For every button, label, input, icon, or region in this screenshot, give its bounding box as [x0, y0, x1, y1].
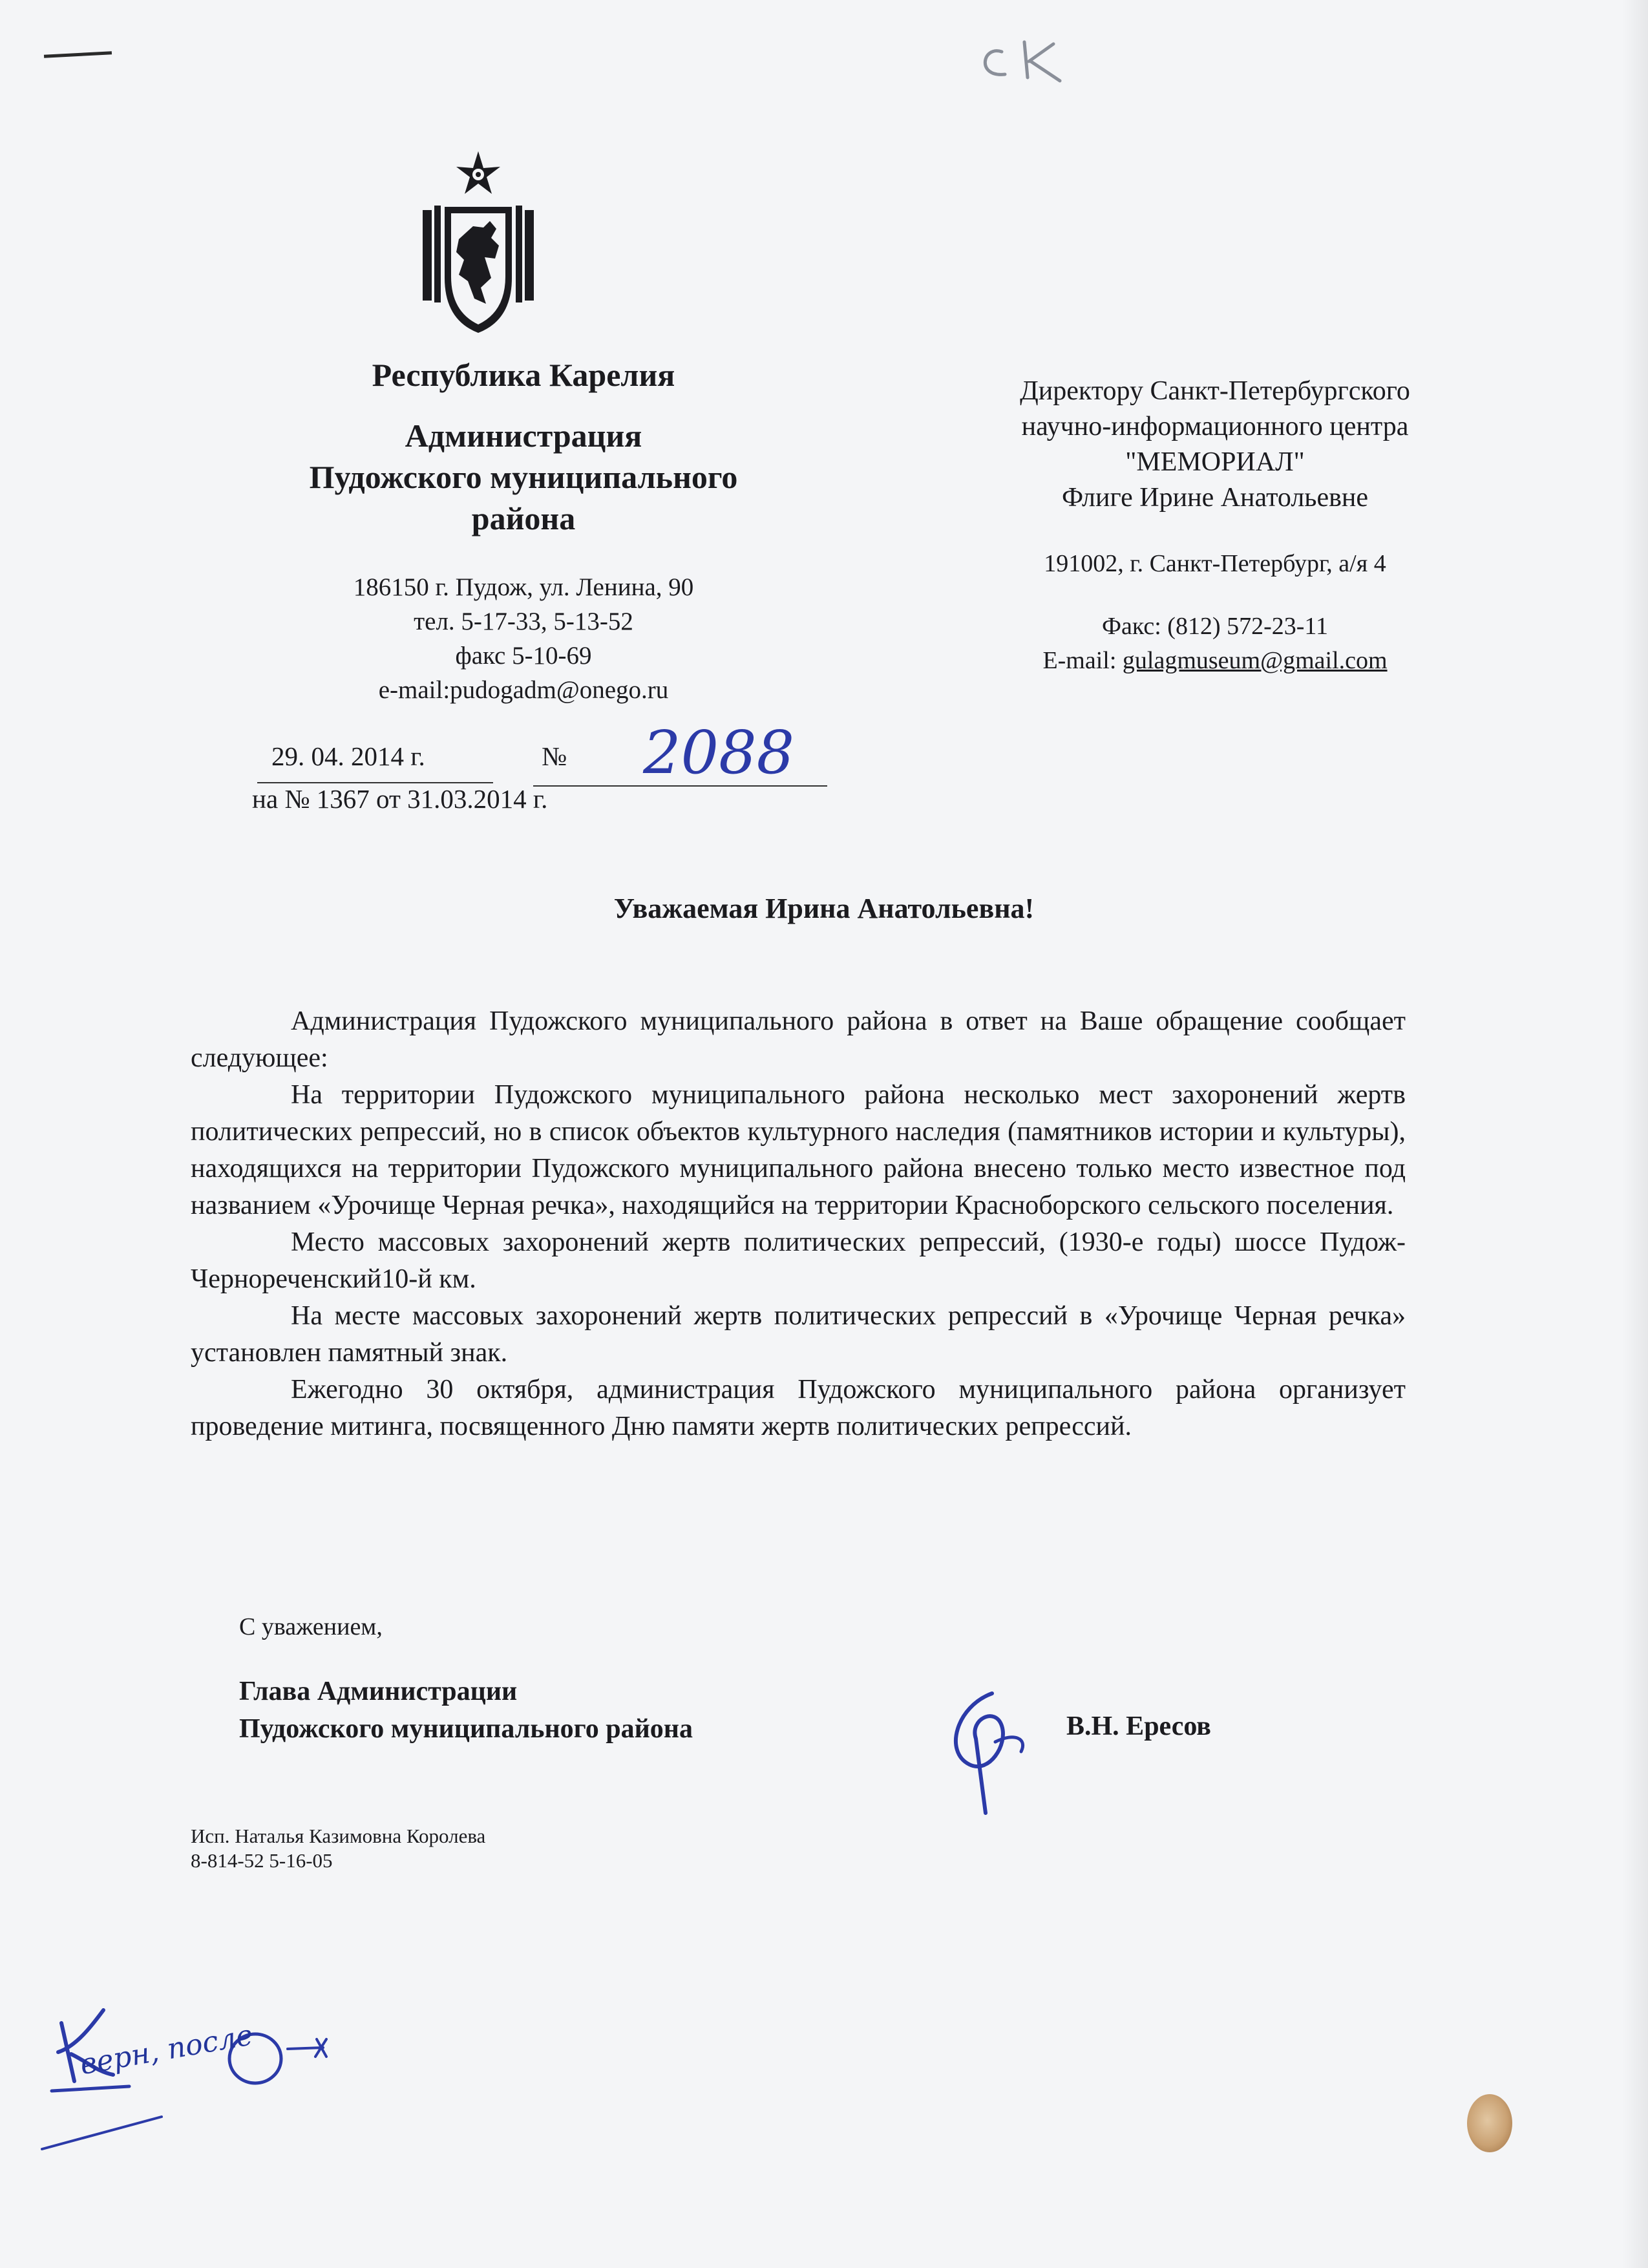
executor-phone: 8-814-52 5-16-05: [191, 1849, 333, 1872]
sender-fax: факс 5-10-69: [455, 642, 592, 670]
addressee-address: 191002, г. Санкт-Петербург, а/я 4: [1044, 550, 1386, 577]
sender-address: 186150 г. Пудож, ул. Ленина, 90: [353, 573, 694, 601]
signer-name: В.Н. Ересов: [1066, 1712, 1211, 1741]
letter-body: [191, 1003, 1406, 1445]
handwritten-number-text: 2088: [643, 718, 795, 787]
letter-date: 29. 04. 2014 г.: [271, 741, 425, 771]
executor-name: Исп. Наталья Казимовна Королева: [191, 1825, 486, 1847]
addressee-block: [892, 374, 1538, 678]
addressee-email-label: E-mail:: [1042, 647, 1123, 674]
handwritten-resolution-marks: [32, 1984, 343, 2172]
salutation: Уважаемая Ирина Анатольевна!: [613, 893, 1035, 924]
coat-of-arms-emblem: [414, 149, 543, 336]
addressee-line4: Флиге Ирине Анатольевне: [1061, 483, 1369, 513]
paper-stain: [1467, 2094, 1512, 2152]
body-paragraph: Администрация Пудожского муниципального района в ответ на Ваше обращение сообщает следующее:: [191, 1006, 1406, 1073]
addressee-line2: научно-информационного центра: [1021, 412, 1409, 441]
addressee-email-link[interactable]: gulagmuseum@gmail.com: [1122, 647, 1388, 674]
sender-email: e-mail:pudogadm@onego.ru: [378, 676, 669, 704]
handwritten-signature: [931, 1680, 1047, 1823]
signer-title-line1: Глава Администрации: [239, 1677, 518, 1706]
addressee-line1: Директору Санкт-Петербургского: [1020, 376, 1410, 406]
number-sign: №: [542, 741, 567, 771]
republic-name: Республика Карелия: [372, 357, 675, 393]
scan-edge-shadow: [1622, 0, 1648, 2268]
body-paragraph: Ежегодно 30 октября, администрация Пудожского муниципального района организует проведение митинга, посвященного Дню памяти жертв политических репрессий.: [191, 1375, 1406, 1441]
addressee-email-line: [892, 644, 1538, 678]
body-paragraph: На месте массовых захоронений жертв политических репрессий в «Урочище Черная речка» установлен памятный знак.: [191, 1301, 1406, 1368]
body-paragraph: На территории Пудожского муниципального района несколько мест захоронений жертв политических репрессий, но в список объектов культурного наследия (памятников истории и культуры), находящихся на территории Пудожского муниципального района внесено только место известное под названием «Урочище Черная речка», находящийся на территории Красноборского сельского поселения.: [191, 1080, 1406, 1220]
regards-text: С уважением,: [239, 1613, 383, 1640]
sender-header: [181, 354, 866, 707]
admin-name-line1: Администрация: [405, 418, 642, 454]
reply-reference: на № 1367 от 31.03.2014 г.: [252, 784, 548, 814]
body-paragraph: Место массовых захоронений жертв политических репрессий, (1930-е годы) шоссе Пудож-Чернореченский10-й км.: [191, 1227, 1406, 1294]
handwritten-note-text: верн, после: [78, 2019, 256, 2082]
executor-info: [191, 1824, 485, 1873]
handwritten-registration-number: [637, 716, 824, 787]
margin-dash-mark: [44, 51, 112, 58]
admin-name-line3: района: [471, 500, 576, 536]
sender-phone: тел. 5-17-33, 5-13-52: [414, 608, 633, 635]
admin-name-line2: Пудожского муниципального: [309, 459, 738, 495]
signer-title: [239, 1673, 693, 1748]
addressee-fax: Факс: (812) 572-23-11: [1101, 613, 1329, 640]
addressee-line3: "МЕМОРИАЛ": [1125, 447, 1305, 477]
signer-title-line2: Пудожского муниципального района: [239, 1714, 693, 1744]
handwritten-initials-mark: [969, 26, 1099, 97]
